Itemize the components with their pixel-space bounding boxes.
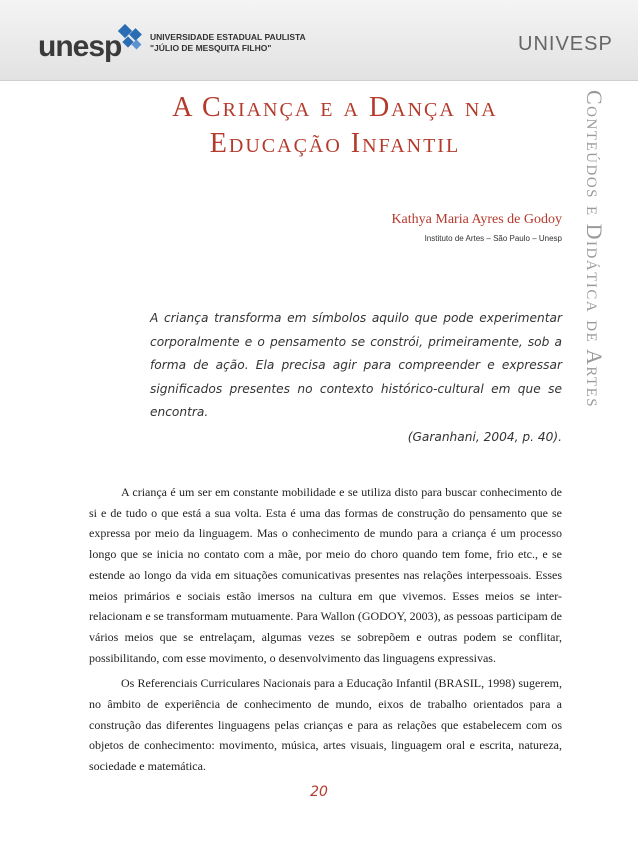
- unesp-logo-text: unesp: [38, 30, 122, 63]
- university-name-line2: "JÚLIO DE MESQUITA FILHO": [150, 43, 272, 53]
- unesp-emblem-icon: [118, 24, 146, 54]
- epigraph-quote: A criança transforma em símbolos aquilo que pode experimentar corporalmente e o pensamento se constrói, primeiramente, sob a forma de ação. Ela precisa agir para compreender e expressar significados presentes no contexto histórico-cultural em que se encontra.: [150, 311, 562, 419]
- author-affiliation: Instituto de Artes – São Paulo – Unesp: [424, 234, 562, 243]
- body-paragraph: A criança é um ser em constante mobilidade e se utiliza disto para buscar conhecimento de si e de tudo o que está a sua volta. Esta é uma das formas de construção do pensamento que se expressa por meio da linguagem. Mas o conhecimento de mundo para a criança é um processo longo que se inicia no contato com a mãe, por meio do choro quando tem fome, frio etc., e se estende ao longo da vida em situações comunicativas presentes nas relações interpessoais. Esses meios primários e sociais estão imersos na cultura em que vivemos. Esses meios se inter-relacionam e se transformam mutuamente. Para Wallon (GODOY, 2003), as pessoas participam de vários meios que se entrelaçam, algumas vezes se sobrepõem e outras podem se conflitar, possibilitando, com esse movimento, o desenvolvimento das linguagens expressivas.: [89, 485, 562, 665]
- document-title: [90, 90, 580, 162]
- quote-citation: (Garanhani, 2004, p. 40).: [407, 430, 562, 444]
- university-name: [150, 32, 306, 54]
- body-text: [89, 482, 562, 782]
- author-name: Kathya Maria Ayres de Godoy: [391, 212, 562, 227]
- univesp-logo-text: UNIVESP: [518, 33, 613, 55]
- section-side-label: Conteúdos e Didática de Artes: [582, 90, 607, 409]
- title-line1: A Criança e a Dança na: [172, 92, 498, 123]
- page-header: [0, 0, 638, 81]
- university-name-line1: UNIVERSIDADE ESTADUAL PAULISTA: [150, 32, 306, 42]
- page-number: 20: [310, 784, 328, 800]
- title-line2: Educação Infantil: [209, 128, 461, 159]
- body-paragraph: Os Referenciais Curriculares Nacionais para a Educação Infantil (BRASIL, 1998) sugerem, no âmbito de experiência de conhecimento de mundo, eixos de trabalho orientados para a construção das diferentes linguagens pelas crianças e para as relações que estabelecem com os objetos de conhecimento: movimento, música, artes visuais, linguagem oral e escrita, natureza, sociedade e matemática.: [89, 676, 562, 774]
